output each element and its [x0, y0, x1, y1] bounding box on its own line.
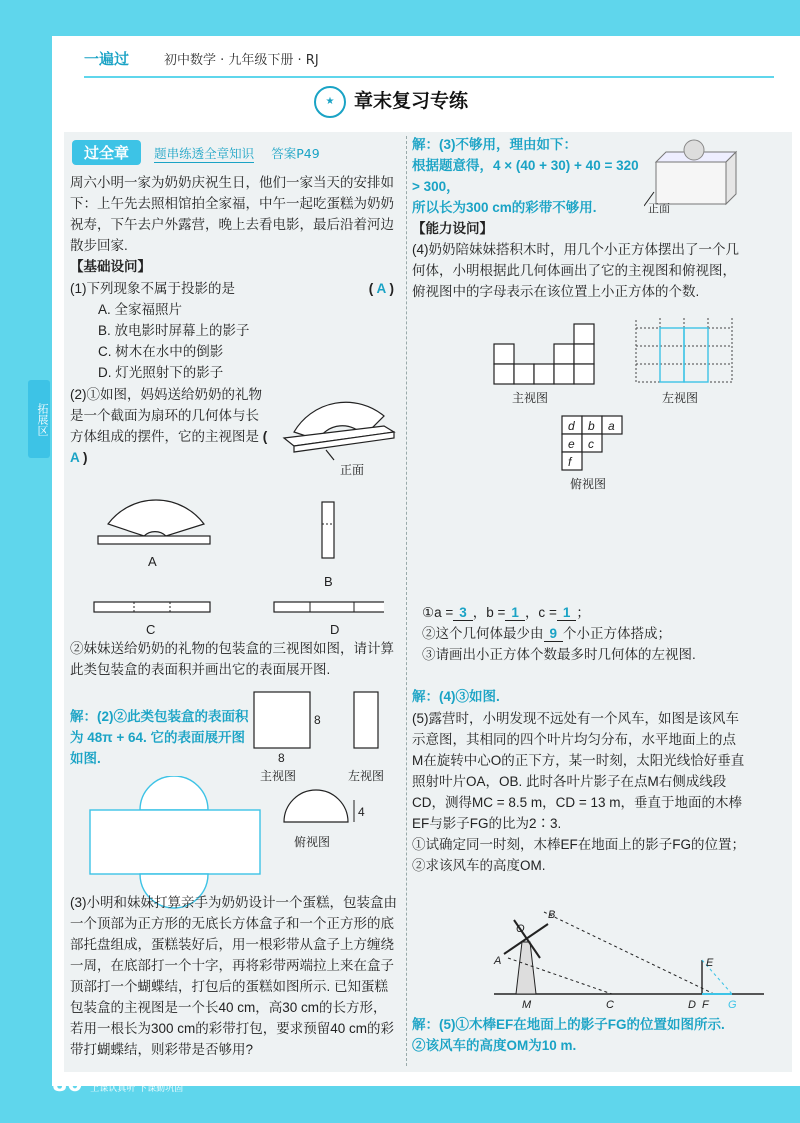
- q2a-choices-figure: [84, 488, 384, 638]
- choice-label-b: B: [324, 574, 333, 589]
- pt-G: G: [728, 999, 737, 1011]
- q1-answer-bracket: ( A ): [368, 281, 394, 296]
- section-subtitle: 题串练透全章知识: [154, 146, 255, 161]
- q3-sol-1: 解：(3)不够用，理由如下：: [412, 137, 577, 152]
- pt-B: B: [548, 909, 556, 921]
- basic-label: 【基础设问】: [70, 259, 151, 274]
- gift-fan-figure: [274, 376, 404, 486]
- q2b-solution: 解：(2)②此类包装盒的表面积为 48π + 64. 它的表面展开图如图.: [70, 709, 249, 766]
- q3-sol-2: 根据题意得，4 × (40 + 30) + 40 = 320 > 300，: [412, 158, 639, 194]
- q4-part-2: ②这个几何体最少由 9 个小正方体搭成；: [422, 626, 672, 641]
- choice-label-d: D: [330, 622, 340, 637]
- ability-label: 【能力设问】: [412, 221, 493, 236]
- header-rule: [84, 76, 774, 78]
- section-pill: 过全章: [72, 140, 141, 165]
- pt-D: D: [688, 999, 696, 1011]
- page-number: 80: [52, 1072, 83, 1097]
- pt-F: F: [702, 999, 709, 1011]
- pt-A: A: [494, 955, 502, 967]
- q4-view-top-label: 俯视图: [570, 477, 607, 491]
- q5-part-1: ①试确定同一时刻，木棒EF在地面上的影子FG的位置；: [412, 837, 745, 852]
- page-title: 章末复习专练: [354, 90, 469, 112]
- windmill-figure: [484, 902, 784, 1012]
- q3-solution: [412, 134, 642, 218]
- section-header: [72, 140, 320, 168]
- q5-sol-2: ②该风车的高度OM为10 m.: [412, 1038, 577, 1053]
- q4-part-3: ③请画出小正方体个数最多时几何体的左视图.: [422, 647, 696, 662]
- q4-solution: 解：(4)③如图.: [412, 689, 500, 704]
- choice-label-a: A: [148, 554, 157, 569]
- dim-4: 4: [358, 805, 365, 819]
- q4-view-front-label: 主视图: [512, 391, 549, 405]
- q3-front-label: 正面: [648, 203, 670, 214]
- column-divider: [406, 136, 407, 1066]
- q5-part-2: ②求该风车的高度OM.: [412, 858, 546, 873]
- view-front-label: 主视图: [260, 769, 297, 783]
- question-5: [412, 708, 747, 876]
- q1-option-d: D. 灯光照射下的影子: [98, 365, 224, 380]
- q1-stem: (1)下列现象不属于投影的是 ( A ): [70, 278, 400, 299]
- top-letter-b: b: [588, 419, 595, 433]
- course-title: 初中数学 · 九年级下册 · RJ: [164, 53, 319, 68]
- q3-sol-3: 所以长为300 cm的彩带不够用.: [412, 200, 597, 215]
- question-4: (4)奶奶陪妹妹搭积木时，用几个小正方体摆出了一个几何体，小明根据此几何体画出了它的主视图和俯视图，俯视图中的字母表示在该位置上小正方体的个数.: [412, 242, 739, 299]
- q5-stem: (5)露营时，小明发现不远处有一个风车，如图是该风车示意图，其相同的四个叶片均匀分布，水平地面上的点M在旋转中心O的正下方，某一时刻，太阳光线恰好垂直照射叶片OA，OB. 此时各叶片影子在点M右侧成线段CD，测得MC = 8.5 m，CD = 13 m，垂直于地面的木棒EF与影子FG的比为2∶3.: [412, 711, 745, 831]
- q1-option-c: C. 树木在水中的倒影: [98, 344, 224, 359]
- question-2b: ②妹妹送给奶奶的礼物的包装盒的三视图如图，请计算此类包装盒的表面积并画出它的表面展开图.: [70, 641, 394, 677]
- top-letter-f: f: [568, 455, 572, 469]
- q2a-answer-bracket: ( A ): [70, 429, 268, 465]
- top-letter-a: a: [608, 419, 615, 433]
- q4-view-left-label: 左视图: [662, 391, 699, 405]
- top-letter-e: e: [568, 437, 575, 451]
- q4-subquestions: [422, 602, 747, 665]
- cake-box-figure: [644, 132, 784, 214]
- footer-note: 上课认真听 下课勤巩固: [90, 1084, 184, 1094]
- q5-sol-1: 解：(5)①木棒EF在地面上的影子FG的位置如图所示.: [412, 1017, 725, 1032]
- dim-8-side: 8: [314, 713, 321, 727]
- view-top-label: 俯视图: [294, 835, 331, 849]
- pt-C: C: [606, 999, 614, 1011]
- content-area: [64, 132, 792, 1072]
- q2a-front-label: 正面: [340, 463, 365, 477]
- top-letter-c: c: [588, 437, 594, 451]
- choice-label-c: C: [146, 622, 156, 637]
- q1-option-a: A. 全家福照片: [98, 302, 183, 317]
- side-tab: 拓展区: [28, 380, 50, 458]
- page-footer: [52, 1072, 183, 1097]
- view-left-label: 左视图: [348, 769, 385, 783]
- top-letter-d: d: [568, 419, 575, 433]
- star-badge-icon: ★: [314, 86, 346, 118]
- q5-solution: [412, 1014, 747, 1056]
- q1-option-b: B. 放电影时屏幕上的影子: [98, 323, 250, 338]
- q4-views-figure: [484, 318, 764, 494]
- answer-reference: 答案P49: [271, 146, 320, 161]
- q4-part-1: ①a = 3 ，b = 1 ，c = 1 ；: [422, 605, 590, 620]
- page: [52, 36, 800, 1086]
- question-2a: (2)①如图，妈妈送给奶奶的礼物是一个截面为扇环的几何体与长方体组成的摆件，它的主视图是 ( A ): [70, 387, 268, 465]
- brand-logo: 一遍过: [84, 50, 130, 68]
- pt-M: M: [522, 999, 532, 1011]
- pt-E: E: [706, 957, 714, 969]
- intro-text: 周六小明一家为奶奶庆祝生日，他们一家当天的安排如下：上午先去照相馆拍全家福，中午一起吃蛋糕为奶奶祝寿，下午去户外露营，晚上去看电影，最后沿着河边散步回家.: [70, 175, 394, 253]
- pt-O: O: [516, 923, 525, 935]
- page-header: [52, 36, 800, 84]
- question-1: [70, 278, 400, 383]
- dim-8-bottom: 8: [278, 751, 285, 765]
- question-3: (3)小明和妹妹打算亲手为奶奶设计一个蛋糕，包装盒由一个顶部为正方形的无底长方体盒子和一个正方形的底部托盘组成，蛋糕装好后，用一根彩带从盒子上方缠绕一周，在底部打一个十字，再将彩带两端拉上来在盒子顶部打一个蝴蝶结，打包后的蛋糕如图所示. 已知蛋糕包装盒的主视图是一个长40 cm，高30 cm的长方形，若用一根长为300 cm的彩带打包，要求预留40 cm的彩带打蝴蝶结，则彩带是否够用?: [70, 895, 397, 1057]
